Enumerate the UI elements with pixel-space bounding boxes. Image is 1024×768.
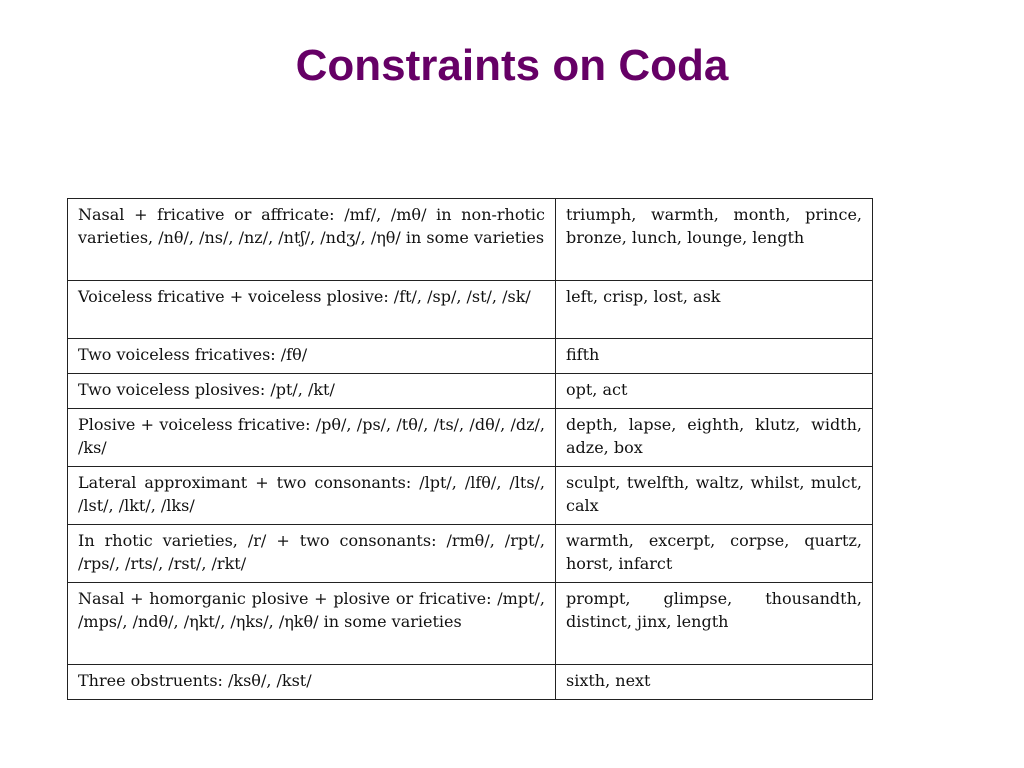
cluster-description: Two voiceless fricatives: /fθ/ [68, 339, 556, 374]
example-words: opt, act [556, 374, 873, 409]
table-row [68, 409, 873, 467]
cluster-description: Two voiceless plosives: /pt/, /kt/ [68, 374, 556, 409]
slide-title: Constraints on Coda [295, 41, 729, 90]
cluster-description: Three obstruents: /ksθ/, /kst/ [68, 665, 556, 700]
example-words: fifth [556, 339, 873, 374]
table-row [68, 374, 873, 409]
example-words: warmth, excerpt, corpse, quartz, horst, infarct [556, 525, 873, 583]
coda-cluster-table [67, 198, 873, 700]
table-row [68, 199, 873, 281]
example-words: left, crisp, lost, ask [556, 281, 873, 339]
cluster-description: Plosive + voiceless fricative: /pθ/, /ps/, /tθ/, /ts/, /dθ/, /dz/, /ks/ [68, 409, 556, 467]
table-row [68, 339, 873, 374]
cluster-description: Lateral approximant + two consonants: /lpt/, /lfθ/, /lts/, /lst/, /lkt/, /lks/ [68, 467, 556, 525]
example-words: sixth, next [556, 665, 873, 700]
example-words: depth, lapse, eighth, klutz, width, adze, box [556, 409, 873, 467]
example-words: triumph, warmth, month, prince, bronze, lunch, lounge, length [556, 199, 873, 281]
example-words: prompt, glimpse, thousandth, distinct, jinx, length [556, 583, 873, 665]
cluster-description: In rhotic varieties, /r/ + two consonants: /rmθ/, /rpt/, /rps/, /rts/, /rst/, /rkt/ [68, 525, 556, 583]
cluster-description: Voiceless fricative + voiceless plosive: /ft/, /sp/, /st/, /sk/ [68, 281, 556, 339]
cluster-description: Nasal + fricative or affricate: /mf/, /mθ/ in non-rhotic varieties, /nθ/, /ns/, /nz/, /ntʃ/, /ndʒ/, /ηθ/ in some varieties [68, 199, 556, 281]
table-row [68, 281, 873, 339]
table-row [68, 467, 873, 525]
table-row [68, 583, 873, 665]
example-words: sculpt, twelfth, waltz, whilst, mulct, calx [556, 467, 873, 525]
coda-table-container [67, 198, 872, 700]
table-row [68, 665, 873, 700]
cluster-description: Nasal + homorganic plosive + plosive or fricative: /mpt/, /mps/, /ndθ/, /ηkt/, /ηks/, /ηkθ/ in some varieties [68, 583, 556, 665]
table-row [68, 525, 873, 583]
